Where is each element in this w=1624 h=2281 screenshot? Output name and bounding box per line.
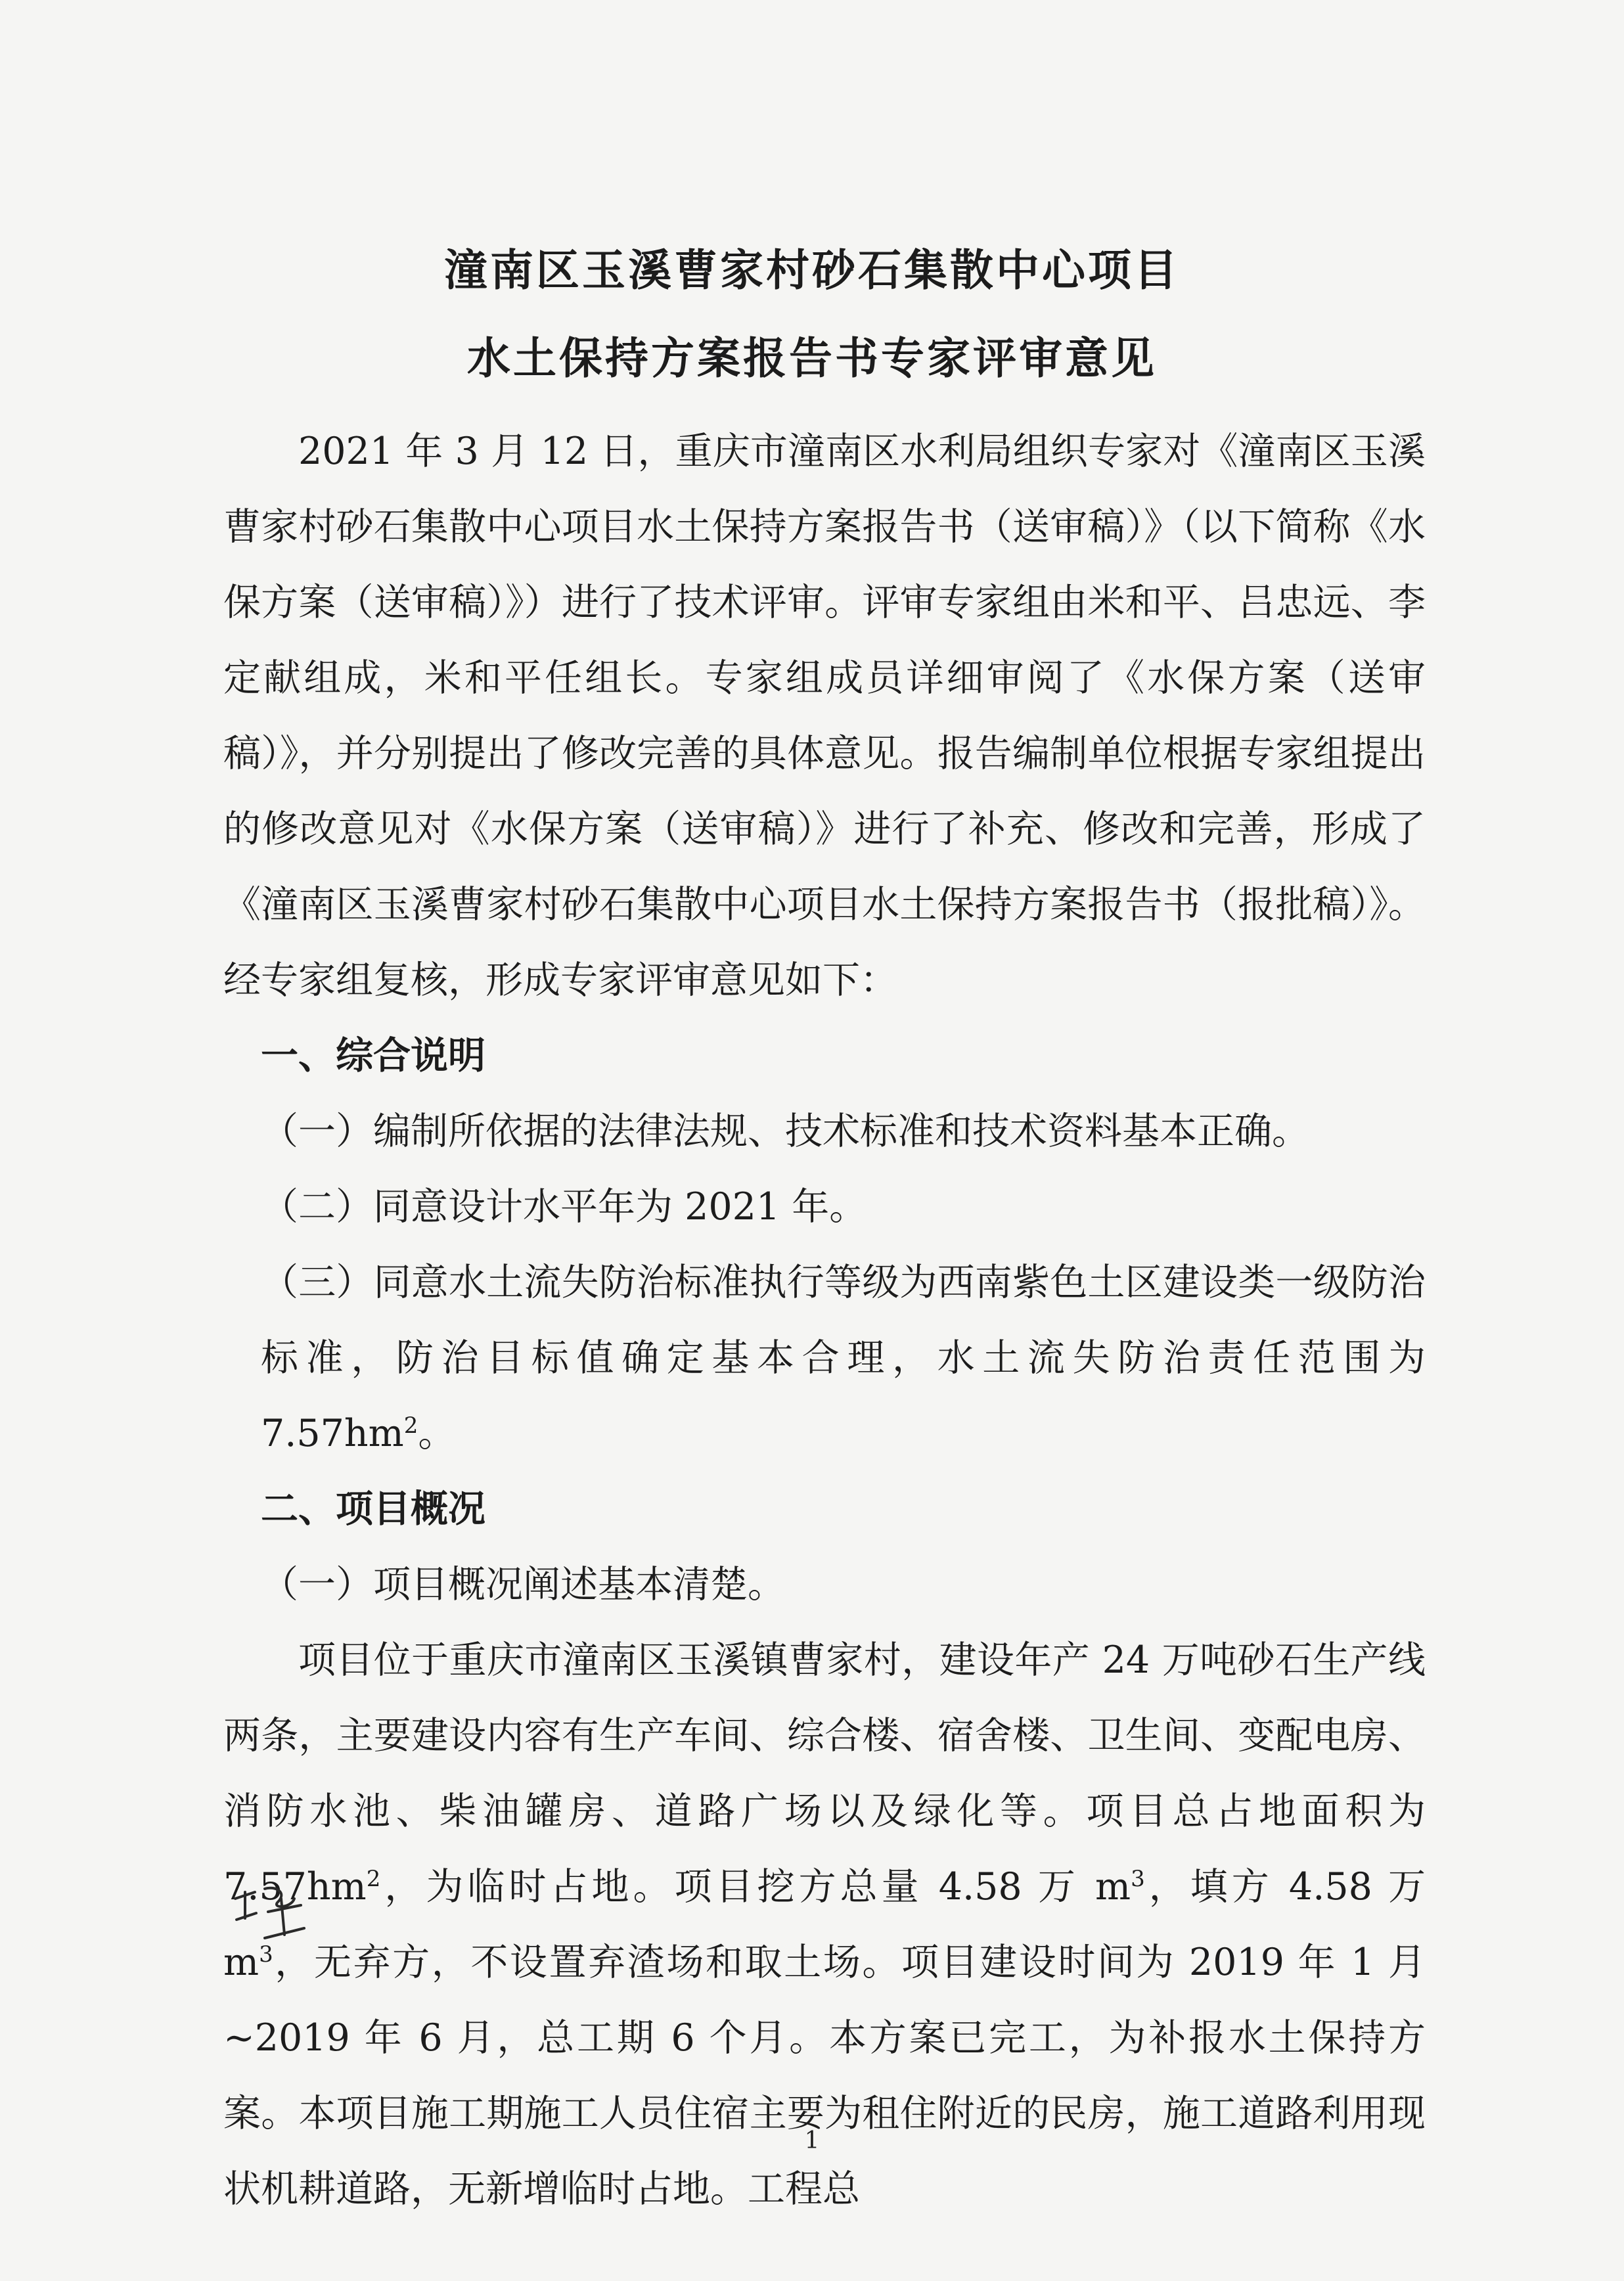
intro-paragraph: 2021 年 3 月 12 日，重庆市潼南区水利局组织专家对《潼南区玉溪曹家村砂石集散中心项目水土保持方案报告书（送审稿）》（以下简称《水保方案（送审稿）》）进行了技术评审。评审专家组由米和平、吕忠远、李定献组成，米和平任组长。专家组成员详细审阅了《水保方案（送审稿）》，并分别提出了修改完善的具体意见。报告编制单位根据专家组提出的修改意见对《水保方案（送审稿）》进行了补充、修改和完善，形成了《潼南区玉溪曹家村砂石集散中心项目水土保持方案报告书（报批稿）》。经专家组复核，形成专家评审意见如下：: [223, 430, 1426, 1002]
superscript: 2: [403, 1412, 418, 1439]
project-paragraph-c: ，填方 4.58 万 m: [223, 1865, 1426, 1984]
project-paragraph-a: 项目位于重庆市潼南区玉溪镇曹家村，建设年产 24 万吨砂石生产线两条，主要建设内容有生产车间、综合楼、宿舍楼、卫生间、变配电房、消防水池、柴油罐房、道路广场以及绿化等。项目总占地面积为 7.57hm: [223, 1638, 1426, 1908]
project-paragraph-b: ，为临时占地。项目挖方总量 4.58 万 m: [380, 1865, 1131, 1908]
section-1-item-3: [223, 1245, 1426, 1472]
section-1-item-1: （一）编制所依据的法律法规、技术标准和技术资料基本正确。: [261, 1110, 1309, 1153]
document-body: [223, 414, 1426, 2227]
superscript: 3: [1131, 1866, 1145, 1892]
superscript: 2: [366, 1866, 381, 1892]
page-number: 1: [804, 2127, 820, 2154]
title-line-1: 潼南区玉溪曹家村砂石集散中心项目: [444, 244, 1180, 296]
section-1-item-2: （二）同意设计水平年为 2021 年。: [261, 1185, 867, 1229]
superscript: 3: [259, 1941, 273, 1968]
section-1-item-3-end: 。: [418, 1412, 456, 1455]
section-1-item-3-text: （三）同意水土流失防治标准执行等级为西南紫色土区建设类一级防治标准，防治目标值确定基本合理，水土流失防治责任范围为 7.57hm: [261, 1261, 1426, 1455]
section-2-heading: 二、项目概况: [261, 1487, 485, 1531]
title-line-2: 水土保持方案报告书专家评审意见: [467, 332, 1157, 384]
handwritten-signature: [229, 1872, 314, 1951]
project-paragraph-d: ，无弃方，不设置弃渣场和取土场。项目建设时间为 2019 年 1 月~2019 年 6 月，总工期 6 个月。本方案已完工，为补报水土保持方案。本项目施工期施工人员住宿主要为租住附近的民房，施工道路利用现状机耕道路，无新增临时占地。工程总: [223, 1941, 1426, 2211]
section-2-item-1: （一）项目概况阐述基本清楚。: [261, 1563, 785, 1606]
section-1-heading: 一、综合说明: [261, 1034, 485, 1077]
